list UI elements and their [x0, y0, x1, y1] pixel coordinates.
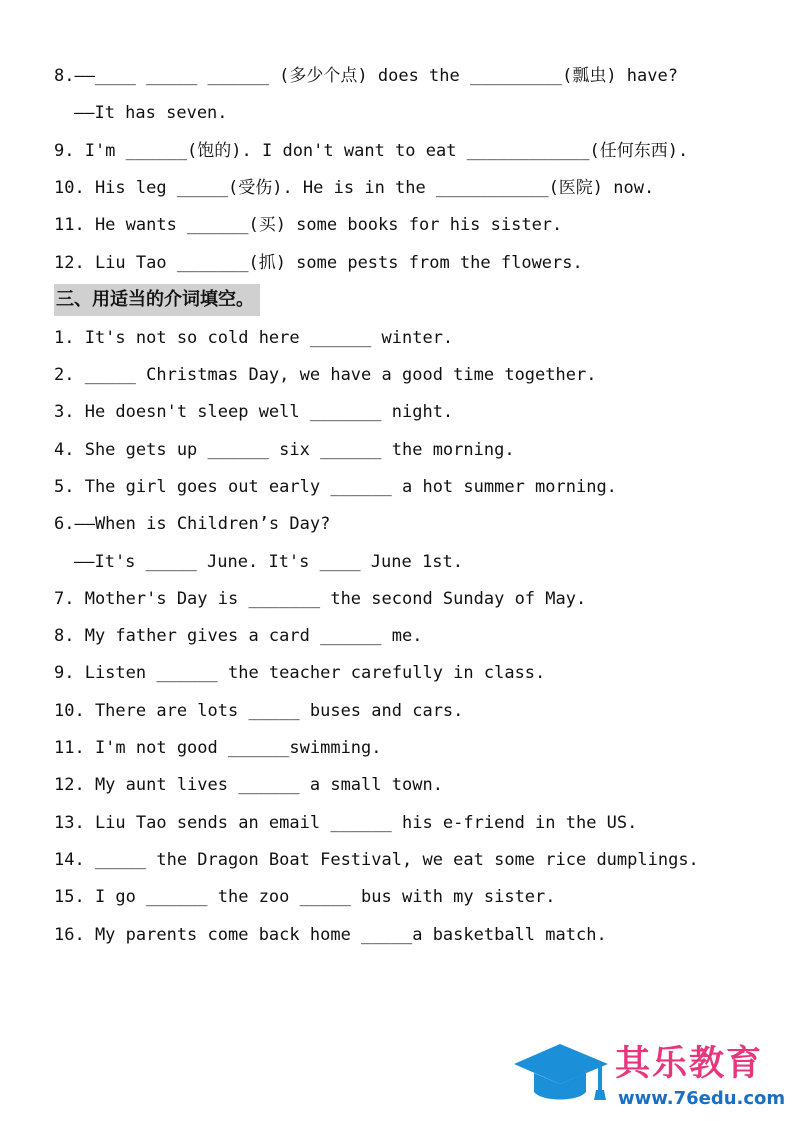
q3-item-2: 2. _____ Christmas Day, we have a good time together.	[54, 365, 597, 385]
q3-item-4: 4. She gets up ______ six ______ the morning.	[54, 440, 515, 460]
q3-item-14: 14. _____ the Dragon Boat Festival, we eat some rice dumplings.	[54, 850, 699, 870]
q2-item-10: 10. His leg _____(受伤). He is in the ___________(医院) now.	[54, 178, 655, 198]
q3-item-16: 16. My parents come back home _____a basketball match.	[54, 925, 607, 945]
q2-item-8: 8.——____ _____ ______ (多少个点) does the _________(瓢虫) have?	[54, 66, 678, 86]
q3-item-5: 5. The girl goes out early ______ a hot summer morning.	[54, 477, 617, 497]
q3-item-6: 6.——When is Children’s Day?	[54, 514, 331, 534]
graduation-cap-icon	[512, 1040, 612, 1110]
section-3-heading: 三、用适当的介词填空。	[54, 284, 260, 316]
q3-item-11: 11. I'm not good ______swimming.	[54, 738, 382, 758]
q3-item-9: 9. Listen ______ the teacher carefully in class.	[54, 663, 546, 683]
q2-item-12: 12. Liu Tao _______(抓) some pests from the flowers.	[54, 253, 583, 273]
q2-item-9: 9. I'm ______(饱的). I don't want to eat ____________(任何东西).	[54, 141, 689, 161]
q3-item-7: 7. Mother's Day is _______ the second Sunday of May.	[54, 589, 587, 609]
q3-item-15: 15. I go ______ the zoo _____ bus with my sister.	[54, 887, 556, 907]
q3-item-12: 12. My aunt lives ______ a small town.	[54, 775, 443, 795]
brand-url: www.76edu.com	[618, 1088, 786, 1109]
brand-logo	[512, 1040, 787, 1115]
q3-item-6-answer: ——It's _____ June. It's ____ June 1st.	[74, 552, 463, 572]
q3-item-10: 10. There are lots _____ buses and cars.	[54, 701, 464, 721]
q3-item-1: 1. It's not so cold here ______ winter.	[54, 328, 454, 348]
q3-item-3: 3. He doesn't sleep well _______ night.	[54, 402, 454, 422]
q2-item-8-answer: ——It has seven.	[74, 103, 228, 123]
q3-item-8: 8. My father gives a card ______ me.	[54, 626, 423, 646]
brand-name: 其乐教育	[615, 1044, 764, 1084]
q2-item-11: 11. He wants ______(买) some books for his sister.	[54, 215, 563, 235]
q3-item-13: 13. Liu Tao sends an email ______ his e-friend in the US.	[54, 813, 638, 833]
